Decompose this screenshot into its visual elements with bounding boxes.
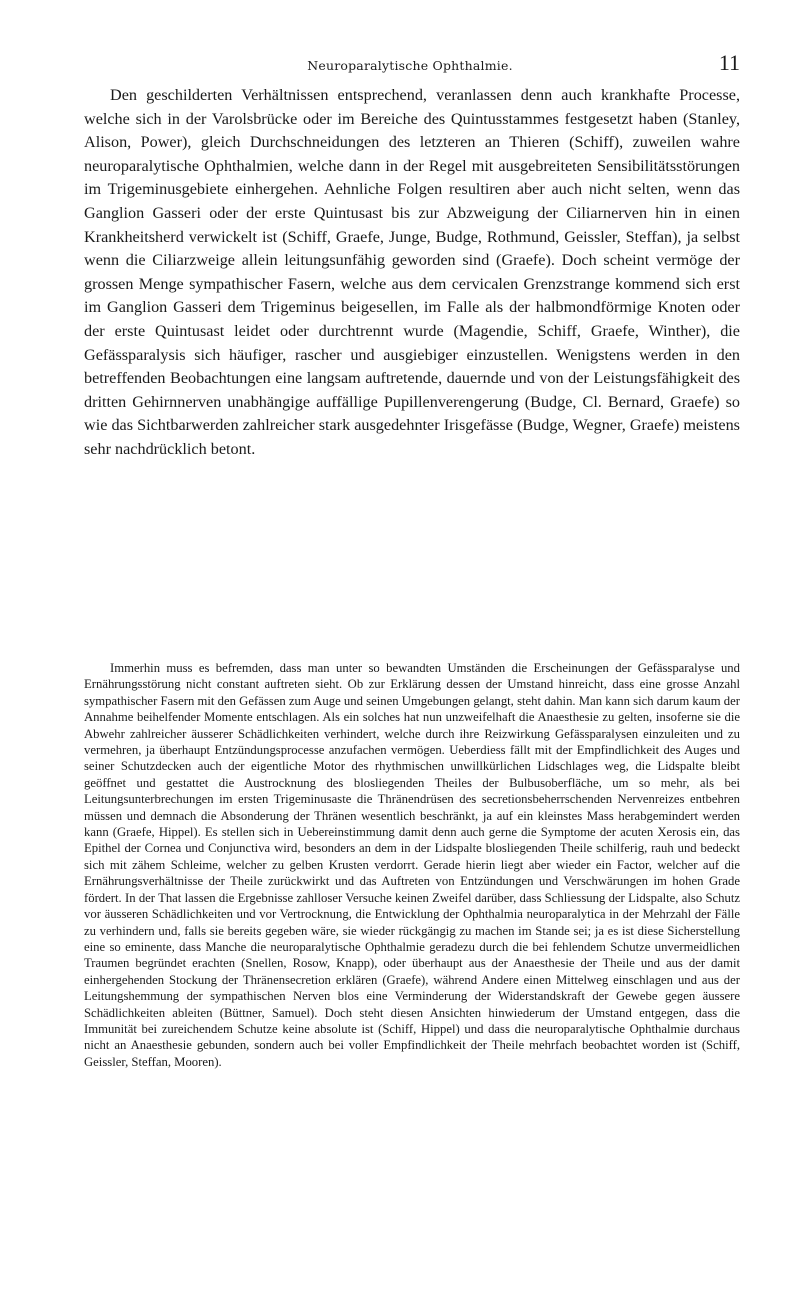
running-title: Neuroparalytische Ophthalmie. bbox=[307, 58, 513, 73]
page-header bbox=[80, 48, 740, 78]
page-number: 11 bbox=[718, 50, 740, 75]
main-paragraph: Den geschilderten Verhältnissen entsprechend, veranlassen denn auch krankhafte Processe, welche sich in der Varolsbrücke oder im Bereiche des Quintusstammes festgesetzt haben (Stanley, Alison, Power), gleich Durchschneidungen des letzteren an Thieren (Schiff), zuweilen wahre neuroparalytische Ophthalmien, welche dann in der Regel mit ausgebreiteten Sensibilitätsstörungen im Trigeminusgebiete einhergehen. Aehnliche Folgen resultiren aber auch nicht selten, wenn das Ganglion Gasseri oder der erste Quintusast bis zur Abzweigung der Ciliarnerven hin in einen Krankheitsherd verwickelt ist (Schiff, Graefe, Junge, Budge, Rothmund, Geissler, Steffan), ja selbst wenn die Ciliarzweige allein leitungsunfähig geworden sind (Graefe). Doch scheint vermöge der grossen Menge sympathischer Fasern, welche aus dem cervicalen Grenzstrange kommend sich erst im Ganglion Gasseri dem Trigeminus beigesellen, im Falle als der halbmondförmige Knoten oder der erste Quintusast leidet oder durchtrennt wurde (Magendie, Schiff, Graefe, Winther), die Gefässparalysis sich häufiger, rascher und ausgiebiger einzustellen. Wenigstens werden in den betreffenden Beobachtungen eine langsam auftretende, dauernde und von der Leistungsfähigkeit des dritten Gehirnnerven unabhängige auffällige Pupillenverengerung (Budge, Cl. Bernard, Graefe) so wie das Sichtbarwerden zahlreicher stark ausgedehnter Irisgefässe (Budge, Wegner, Graefe) meistens sehr nachdrücklich betont. bbox=[84, 86, 740, 458]
small-print-paragraph: Immerhin muss es befremden, dass man unter so bewandten Umständen die Erscheinungen der Gefässparalyse und Ernährungsstörung nicht constant auftreten sieht. Ob zur Erklärung dessen der Umstand hinreicht, dass eine grosse Anzahl sympathischer Fasern mit den Gefässen zum Auge und seinen Umgebungen gelangt, steht dahin. Man kann sich darum kaum der Annahme beihelfender Momente entschlagen. Als ein solches hat nun unzweifelhaft die Anaesthesie zu gelten, insoferne sie die Abwehr zahlreicher äusserer Schädlichkeiten verhindert, welche durch ihre Reizwirkung Gefässparalysen einzuleiten und zu vermehren, ja überhaupt Entzündungsprocesse anzufachen vermögen. Ueberdiess fällt mit der Empfindlichkeit des Auges und seiner Schutzdecken auch der eigentliche Motor des rhythmischen unwillkürlichen Lidschlages weg, die Lidspalte bleibt geöffnet und gestattet die Austrocknung des blosliegenden Theiles der Bulbusoberfläche, um so mehr, als bei Leitungsunterbrechungen im ersten Trigeminusaste die Thränendrüsen des secretionsbeherrschenden Nervenreizes entbehren müssen und demnach die Absonderung der Thränen wesentlich beschränkt, ja auf ein kleinstes Mass herabgemindert werden kann (Graefe, Hippel). Es stellen sich in Uebereinstimmung damit denn auch gerne die Symptome der acuten Xerosis ein, das Epithel der Cornea und Conjunctiva wird, besonders an dem in der Lidspalte blosliegenden Theile schilferig, rauh und bedeckt sich mit zähem Schleime, welcher zu gelben Krusten verdorrt. Gerade hierin liegt aber wieder ein Factor, welcher auf die Ernährungsverhältnisse der Theile zurückwirkt und das Auftreten von Entzündungen und Verschwärungen im hohen Grade fördert. In der That lassen die Ergebnisse zahlloser Versuche keinen Zweifel darüber, dass Schliessung der Lidspalte, also Schutz vor äusseren Schädlichkeiten und vor Vertrocknung, die Entwicklung der Ophthalmia neuroparalytica in der Mehrzahl der Fälle zu verhindern und, falls sie bereits gegeben wäre, sie wieder rückgängig zu machen im Stande sei; ja es ist diese Sicherstellung eine so eminente, dass Manche die neuroparalytische Ophthalmie geradezu durch die bei fehlendem Schutze unvermeidlichen Traumen begründet erachten (Snellen, Rosow, Knapp), oder überhaupt aus der Anaesthesie der Theile und aus der damit einhergehenden Stockung der Thränensecretion erklären (Graefe), während Andere einen Mittelweg einschlagen und aus der Leitungshemmung der sympathischen Nerven blos eine Verminderung der Widerstandskraft der Gewebe gegen äussere Schädlichkeiten ableiten (Büttner, Samuel). Doch steht diesen Ansichten hinwiederum der Umstand entgegen, dass die Immunität bei zureichendem Schutze keine absolute ist (Schiff, Hippel) und dass die neuroparalytische Ophthalmie durchaus nicht an Anaesthesie gebunden, sondern auch bei voller Empfindlichkeit der Theile mehrfach beobachtet worden ist (Schiff, Geissler, Steffan, Mooren). bbox=[84, 661, 740, 1069]
small-print-block bbox=[84, 660, 740, 1070]
main-text-block bbox=[84, 84, 740, 462]
